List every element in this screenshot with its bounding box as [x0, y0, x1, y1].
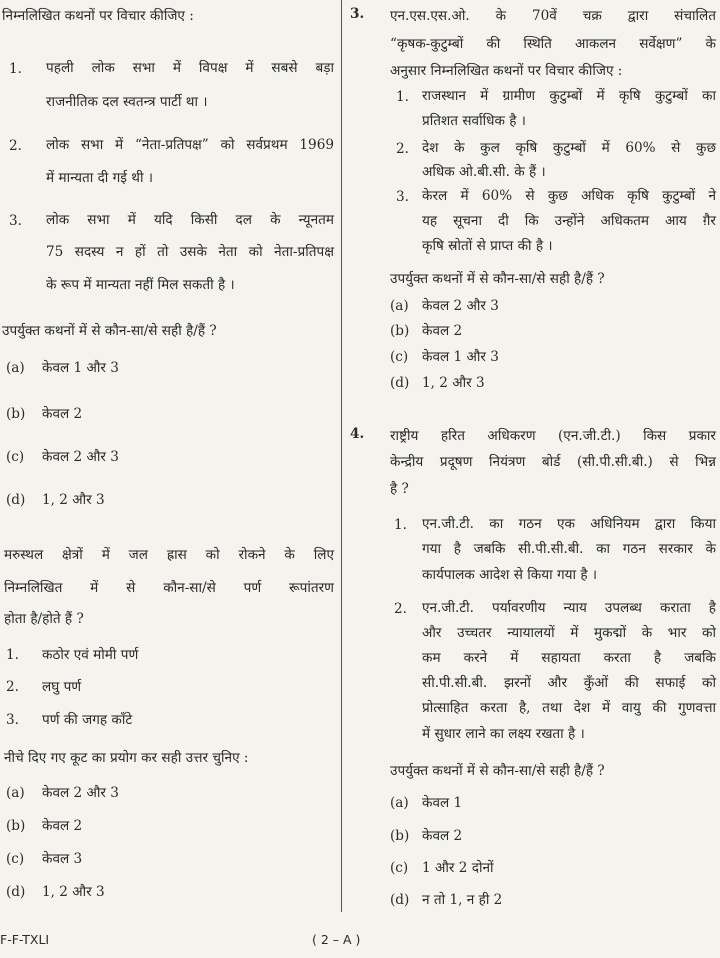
q3-item-text: केरल में 60% से कुछ अधिक कृषि कुटुम्बों ने: [422, 188, 716, 204]
q2-option-label: (a): [6, 785, 25, 801]
q4-option-text: केवल 1: [422, 795, 463, 811]
q3-item-text: यह सूचना दी कि उन्होंने अधिकतम आय ग़ैर: [422, 213, 716, 229]
q2-option-text: केवल 3: [42, 851, 83, 867]
q1-option-label: (d): [6, 492, 26, 508]
q3-option-text: केवल 2: [422, 323, 463, 339]
q3-intro: एन.एस.एस.ओ. के 70वें चक्र द्वारा संचालित: [390, 8, 716, 24]
q3-item-text: अधिक ओ.बी.सी. के हैं ।: [422, 164, 546, 180]
q3-option-label: (a): [390, 298, 409, 314]
q4-option-label: (c): [390, 860, 409, 876]
q3-option-text: केवल 2 और 3: [422, 298, 499, 314]
q1-item-text: के रूप में मान्यता नहीं मिल सकती है ।: [46, 277, 235, 293]
q4-number: 4.: [350, 426, 365, 442]
q1-item-number: 1.: [9, 61, 22, 77]
q3-option-label: (b): [390, 323, 410, 339]
q4-item-text: एन.जी.टी. का गठन एक अधिनियम द्वारा किया: [422, 516, 716, 532]
q2-item-text: पर्ण की जगह काँटे: [42, 712, 133, 728]
q2-item-text: कठोर एवं मोमी पर्ण: [42, 647, 139, 663]
footer-code: F-F-TXLI: [0, 932, 50, 947]
q1-option-label: (b): [6, 406, 26, 422]
q4-option-label: (a): [390, 795, 409, 811]
q2-item-text: लघु पर्ण: [42, 679, 82, 695]
q1-item-text: पहली लोक सभा में विपक्ष में सबसे बड़ा: [46, 60, 334, 76]
q4-item-text: कम करने में सहायता करता है जबकि: [422, 650, 716, 666]
q2-intro: होता है/होते हैं ?: [4, 611, 84, 627]
q3-question: उपर्युक्त कथनों में से कौन-सा/से सही है/हैं ?: [390, 271, 605, 287]
q1-item-text: लोक सभा में “नेता-प्रतिपक्ष” को सर्वप्रथम 1969: [46, 137, 334, 153]
q1-item-number: 3.: [9, 213, 22, 229]
q1-option-text: 1, 2 और 3: [42, 492, 105, 508]
q1-intro: निम्नलिखित कथनों पर विचार कीजिए :: [2, 8, 194, 24]
q1-option-label: (a): [6, 360, 25, 376]
q2-option-text: केवल 2 और 3: [42, 785, 119, 801]
q4-item-number: 2.: [394, 601, 407, 617]
q4-item-text: और उच्चतर न्यायालयों में मुकद्मों के भार को: [422, 625, 716, 641]
q1-option-text: केवल 2: [42, 406, 83, 422]
q2-item-number: 3.: [6, 712, 19, 728]
q4-intro: है ?: [390, 481, 409, 497]
q1-question: उपर्युक्त कथनों में से कौन-सा/से सही है/हैं ?: [2, 323, 217, 339]
q3-number: 3.: [350, 6, 365, 22]
q3-item-text: कृषि स्रोतों से प्राप्त की है ।: [422, 238, 553, 254]
q3-item-number: 2.: [396, 141, 409, 157]
q1-item-text: में मान्यता दी गई थी ।: [46, 170, 153, 186]
q3-item-number: 3.: [396, 189, 409, 205]
q2-option-label: (b): [6, 818, 26, 834]
column-divider: [341, 0, 342, 912]
q1-option-text: केवल 2 और 3: [42, 449, 119, 465]
q3-option-label: (d): [390, 375, 410, 391]
q4-option-text: न तो 1, न ही 2: [422, 892, 503, 908]
q4-option-label: (b): [390, 828, 410, 844]
q2-option-label: (c): [6, 851, 25, 867]
q3-option-text: केवल 1 और 3: [422, 349, 499, 365]
q4-item-text: एन.जी.टी. पर्यावरणीय न्याय उपलब्ध कराता है: [422, 600, 716, 616]
q4-item-text: कार्यपालक आदेश से किया गया है ।: [422, 567, 598, 583]
q2-item-number: 1.: [6, 647, 19, 663]
q3-item-number: 1.: [396, 89, 409, 105]
q3-item-text: देश के कुल कृषि कुटुम्बों में 60% से कुछ: [422, 140, 716, 156]
q2-option-label: (d): [6, 884, 26, 900]
q1-item-text: राजनीतिक दल स्वतन्त्र पार्टी था ।: [46, 94, 208, 110]
q4-item-text: गया है जबकि सी.पी.सी.बी. का गठन सरकार के: [422, 541, 716, 557]
page-number: ( 2 – A ): [312, 932, 361, 947]
q2-intro: मरुस्थल क्षेत्रों में जल ह्रास को रोकने के लिए: [4, 547, 334, 563]
q3-item-text: प्रतिशत सर्वाधिक है ।: [422, 113, 526, 129]
q1-option-text: केवल 1 और 3: [42, 360, 119, 376]
q2-option-text: 1, 2 और 3: [42, 884, 105, 900]
q3-intro: अनुसार निम्नलिखित कथनों पर विचार कीजिए :: [390, 63, 623, 79]
q2-question: नीचे दिए गए कूट का प्रयोग कर सही उत्तर चुनिए :: [4, 750, 249, 766]
q1-option-label: (c): [6, 449, 25, 465]
q3-intro: “कृषक-कुटुम्बों की स्थिति आकलन सर्वेक्षण” के: [390, 36, 716, 52]
q4-item-text: प्रोत्साहित करता है, तथा देश में वायु की गुणवत्ता: [422, 700, 716, 716]
q4-option-text: 1 और 2 दोनों: [422, 860, 494, 876]
q1-item-number: 2.: [9, 138, 22, 154]
q4-option-text: केवल 2: [422, 828, 463, 844]
q4-question: उपर्युक्त कथनों में से कौन-सा/से सही है/हैं ?: [390, 763, 605, 779]
q3-option-text: 1, 2 और 3: [422, 375, 485, 391]
q4-intro: राष्ट्रीय हरित अधिकरण (एन.जी.टी.) किस प्रकार: [390, 428, 716, 444]
q4-item-number: 1.: [394, 517, 407, 533]
q1-item-text: 75 सदस्य न हों तो उसके नेता को नेता-प्रतिपक्ष: [46, 244, 334, 260]
q2-intro: निम्नलिखित में से कौन-सा/से पर्ण रूपांतरण: [4, 580, 334, 596]
q4-intro: केन्द्रीय प्रदूषण नियंत्रण बोर्ड (सी.पी.सी.बी.) से भिन्न: [390, 454, 716, 470]
q2-option-text: केवल 2: [42, 818, 83, 834]
q4-item-text: में सुधार लाने का लक्ष्य रखता है ।: [422, 726, 585, 742]
q4-option-label: (d): [390, 892, 410, 908]
q1-item-text: लोक सभा में यदि किसी दल के न्यूनतम: [46, 212, 334, 228]
q3-option-label: (c): [390, 349, 409, 365]
q2-item-number: 2.: [6, 679, 19, 695]
q3-item-text: राजस्थान में ग्रामीण कुटुम्बों में कृषि कुटुम्बों का: [422, 88, 716, 104]
q4-item-text: सी.पी.सी.बी. झरनों और कुँओं की सफाई को: [422, 675, 716, 691]
